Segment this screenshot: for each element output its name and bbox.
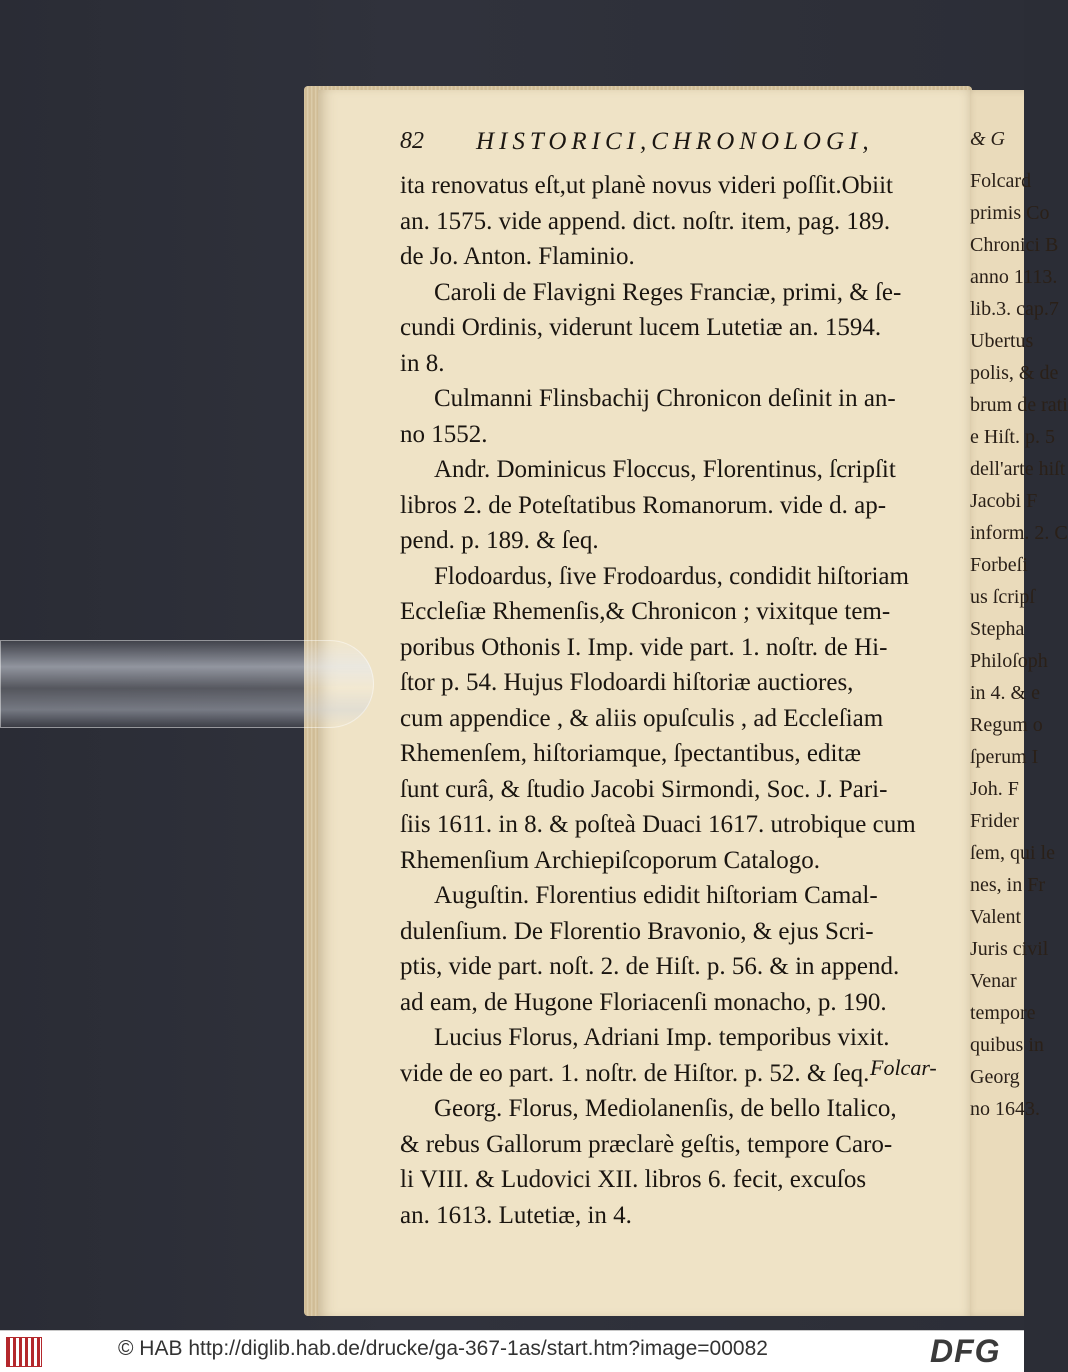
next-page-line: in 4. & e — [970, 682, 1040, 704]
text-line: Georg. Florus, Mediolanenſis, de bello Italico, — [434, 1095, 897, 1122]
next-page-line: no 1643. — [970, 1098, 1040, 1120]
text-line: de Jo. Anton. Flaminio. — [400, 243, 635, 270]
text-line: ſunt curâ, & ſtudio Jacobi Sirmondi, Soc. J. Pari- — [400, 775, 888, 803]
text-line: ſtor p. 54. Hujus Flodoardi hiſtoriæ auctiores, — [400, 669, 854, 696]
next-page-line: Juris civil — [970, 938, 1049, 960]
page-header — [400, 128, 960, 164]
running-head: HISTORICI,CHRONOLOGI, — [476, 128, 874, 155]
next-page-line: Jacobi F — [970, 490, 1038, 512]
footer-bar — [0, 1330, 1024, 1372]
text-line: an. 1575. vide append. dict. noſtr. item, pag. 189. — [400, 207, 891, 235]
next-page-header: & G — [970, 128, 1005, 150]
text-line: libros 2. de Poteſtatibus Romanorum. vide d. ap- — [400, 491, 887, 519]
text-line: Rhemenſem, hiſtoriamque, ſpectantibus, editæ — [400, 740, 862, 767]
copyright-link[interactable]: © HAB http://diglib.hab.de/drucke/ga-367-1as/start.htm?image=00082 — [118, 1337, 768, 1360]
hab-logo-icon — [6, 1337, 42, 1367]
text-line: Andr. Dominicus Floccus, Florentinus, ſcripſit — [434, 456, 896, 483]
text-line: Auguſtin. Florentius edidit hiſtoriam Camal- — [434, 882, 878, 909]
text-line: an. 1613. Lutetiæ, in 4. — [400, 1201, 632, 1229]
text-line: li VIII. & Ludovici XII. libros 6. fecit, excuſos — [400, 1166, 867, 1193]
next-page-line: Valent — [970, 906, 1022, 928]
next-page-line: Ubertus — [970, 330, 1034, 352]
next-page-line: nes, in Fr — [970, 874, 1045, 896]
next-page-line: Venar — [970, 970, 1017, 992]
text-line: & rebus Gallorum præclarè geſtis, tempore Caro- — [400, 1130, 893, 1158]
dfg-logo: DFG — [930, 1333, 1001, 1369]
next-page-line: e Hiſt. p. 5 — [970, 426, 1055, 448]
text-line: Lucius Florus, Adriani Imp. temporibus vixit. — [434, 1024, 890, 1051]
next-page-line: Philoſoph — [970, 650, 1048, 672]
glass-clamp — [0, 640, 374, 728]
next-page-line: Georg — [970, 1066, 1020, 1088]
next-page-line: anno 1113. — [970, 266, 1058, 288]
next-page-line: ſem, qui le — [970, 842, 1055, 864]
text-line: poribus Othonis I. Imp. vide part. 1. noſtr. de Hi- — [400, 633, 888, 661]
text-line: dulenſium. De Florentio Bravonio, & ejus Scri- — [400, 917, 874, 945]
next-page-line: Stepha — [970, 618, 1025, 640]
next-page-line: quibus in — [970, 1034, 1044, 1056]
next-page-line: Regum o — [970, 714, 1043, 736]
catchword: Folcar- — [870, 1055, 937, 1080]
next-page-line: ſperum I — [970, 746, 1039, 768]
next-page-line: lib.3. cap.7 — [970, 298, 1059, 320]
next-page-line: polis, & de — [970, 362, 1059, 384]
text-line: cundi Ordinis, viderunt lucem Lutetiæ an. 1594. — [400, 314, 882, 341]
next-page-line: primis Co — [970, 202, 1050, 224]
next-page-line: Frider — [970, 810, 1019, 832]
text-line: pend. p. 189. & ſeq. — [400, 527, 599, 554]
text-line: in 8. — [400, 349, 445, 377]
text-line: Eccleſiæ Rhemenſis,& Chronicon ; vixitque tem- — [400, 598, 891, 625]
next-page-line: dell'arte hiſt — [970, 458, 1066, 480]
text-line: cum appendice , & aliis opuſculis , ad Eccleſiam — [400, 704, 884, 732]
text-line: vide de eo part. 1. noſtr. de Hiſtor. p. 52. & ſeq. — [400, 1059, 870, 1087]
next-page-line: brum de rati — [970, 394, 1068, 416]
text-line: no 1552. — [400, 420, 488, 448]
page-body-text — [400, 168, 945, 1233]
text-line: Caroli de Flavigni Reges Franciæ, primi, & ſe- — [434, 278, 902, 306]
text-line: ſiis 1611. in 8. & poſteà Duaci 1617. utrobique cum — [400, 811, 916, 838]
text-line: ad eam, de Hugone Floriacenſi monacho, p. 190. — [400, 988, 887, 1016]
next-page-line: Joh. F — [970, 778, 1019, 800]
text-line: Culmanni Flinsbachij Chronicon deſinit in an- — [434, 385, 896, 412]
next-page-line: us ſcripſ — [970, 586, 1035, 608]
next-page-line: tempore — [970, 1002, 1036, 1024]
next-page-fragment — [962, 90, 1068, 1316]
next-page-line: Forbeſi — [970, 554, 1028, 576]
next-page-line: Chronici B — [970, 234, 1059, 256]
text-line: Rhemenſium Archiepiſcoporum Catalogo. — [400, 846, 821, 874]
text-line: ita renovatus eſt,ut planè novus videri poſſit.Obiit — [400, 172, 893, 199]
text-line: Flodoardus, ſive Frodoardus, condidit hiſtoriam — [434, 562, 909, 590]
text-line: ptis, vide part. noſt. 2. de Hiſt. p. 56. & in append. — [400, 953, 900, 980]
next-page-line: inform. 2. C — [970, 522, 1068, 544]
next-page-line: Folcard — [970, 170, 1032, 192]
page-number: 82 — [400, 128, 424, 154]
